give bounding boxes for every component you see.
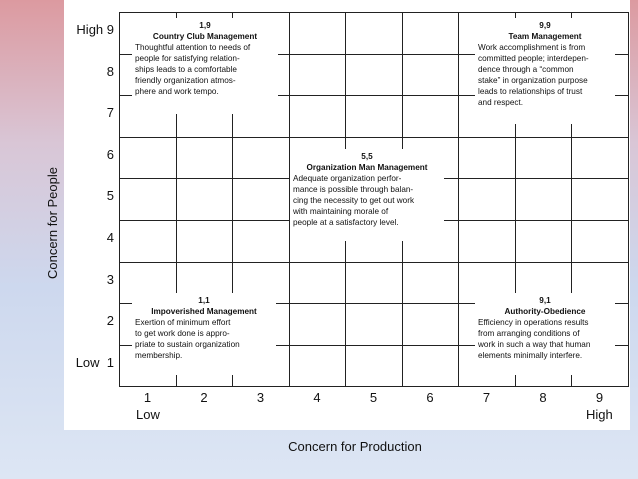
- grid-cell: [571, 178, 629, 221]
- impoverished-title: Impoverished Management: [151, 307, 257, 316]
- team-coord: 9,9: [539, 21, 551, 30]
- y-tick-label: Low 1: [75, 354, 114, 370]
- team-title: Team Management: [508, 32, 582, 41]
- grid-cell: [119, 178, 177, 221]
- authority-description: Efficiency in operations results from arranging conditions of work in such a way that human elements minimally interfere.: [478, 318, 591, 360]
- impoverished-description: Exertion of minimum effort to get work done is appro- priate to sustain organization membership.: [135, 318, 240, 360]
- grid-cell: [571, 220, 629, 263]
- y-tick-label: 6: [106, 146, 114, 162]
- grid-cell: [345, 345, 403, 388]
- grid-cell: [289, 54, 347, 97]
- grid-cell: [345, 303, 403, 346]
- grid-cell: [402, 303, 460, 346]
- x-tick-label: 9: [595, 390, 604, 405]
- country-club-box: [132, 18, 278, 114]
- country-club-description: Thoughtful attention to needs of people for satisfying relation- ships leads to a comfortable friendly organization atmos- phere and work tempo.: [135, 43, 251, 96]
- x-tick-label: 7: [482, 390, 491, 405]
- grid-cell: [345, 54, 403, 97]
- grid-cell: [458, 178, 516, 221]
- y-axis-title: Concern for People: [45, 167, 60, 280]
- grid-cell: [119, 137, 177, 180]
- y-tick-label: 5: [106, 188, 114, 204]
- authority-box: [475, 293, 615, 375]
- y-tick-label: 2: [106, 313, 114, 329]
- x-low-label: Low: [136, 407, 160, 422]
- grid-cell: [402, 345, 460, 388]
- middle-coord: 5,5: [361, 152, 373, 161]
- x-tick-label: 8: [539, 390, 547, 405]
- x-tick-label: 4: [313, 390, 321, 405]
- grid-cell: [345, 262, 403, 305]
- grid-cell: [232, 178, 290, 221]
- grid-cell: [402, 54, 460, 97]
- y-tick-label: 7: [106, 105, 114, 121]
- x-tick-label: 6: [426, 390, 434, 405]
- middle-description: Adequate organization perfor- mance is possible through balan- cing the necessity to get out work with maintaining morale of people at a satisfactory level.: [293, 174, 415, 227]
- grid-cell: [289, 262, 347, 305]
- grid-cell: [402, 262, 460, 305]
- country-club-coord: 1,9: [199, 21, 211, 30]
- grid-cell: [289, 95, 347, 138]
- grid-cell: [345, 12, 403, 55]
- authority-coord: 9,1: [539, 296, 551, 305]
- grid-cell: [571, 137, 629, 180]
- middle-box: [290, 149, 444, 241]
- team-box: [475, 18, 615, 124]
- grid-cell: [515, 137, 573, 180]
- x-tick-label: 2: [200, 390, 208, 405]
- grid-cell: [232, 137, 290, 180]
- x-axis-title: Concern for Production: [288, 439, 422, 454]
- grid-cell: [176, 137, 234, 180]
- grid-cell: [289, 303, 347, 346]
- y-tick-label: 4: [106, 230, 114, 245]
- y-tick-label: High 9: [76, 22, 114, 37]
- x-tick-label: 1: [143, 390, 152, 405]
- x-tick-label: 5: [369, 390, 378, 405]
- grid-cell: [289, 345, 347, 388]
- grid-cell: [402, 95, 460, 138]
- grid-cell: [402, 12, 460, 55]
- grid-cell: [176, 220, 234, 263]
- country-club-title: Country Club Management: [152, 32, 258, 41]
- grid-cell: [176, 178, 234, 221]
- grid-cell: [289, 12, 347, 55]
- grid-cell: [232, 220, 290, 263]
- grid-cell: [515, 178, 573, 221]
- impoverished-coord: 1,1: [198, 296, 210, 305]
- grid-cell: [458, 220, 516, 263]
- x-tick-label: 3: [256, 390, 265, 405]
- grid-cell: [345, 95, 403, 138]
- grid-cell: [458, 137, 516, 180]
- grid-cell: [515, 220, 573, 263]
- team-description: Work accomplishment is from committed people; interdepen- dence through a “common stake” in organization purpose leads to relationships of trust and respect.: [478, 43, 589, 107]
- grid-cell: [119, 220, 177, 263]
- middle-title: Organization Man Management: [306, 163, 428, 172]
- y-tick-label: 8: [106, 63, 114, 79]
- impoverished-box: [132, 293, 276, 375]
- x-high-label: High: [586, 407, 613, 422]
- y-tick-label: 3: [106, 271, 114, 287]
- authority-title: Authority-Obedience: [504, 307, 586, 316]
